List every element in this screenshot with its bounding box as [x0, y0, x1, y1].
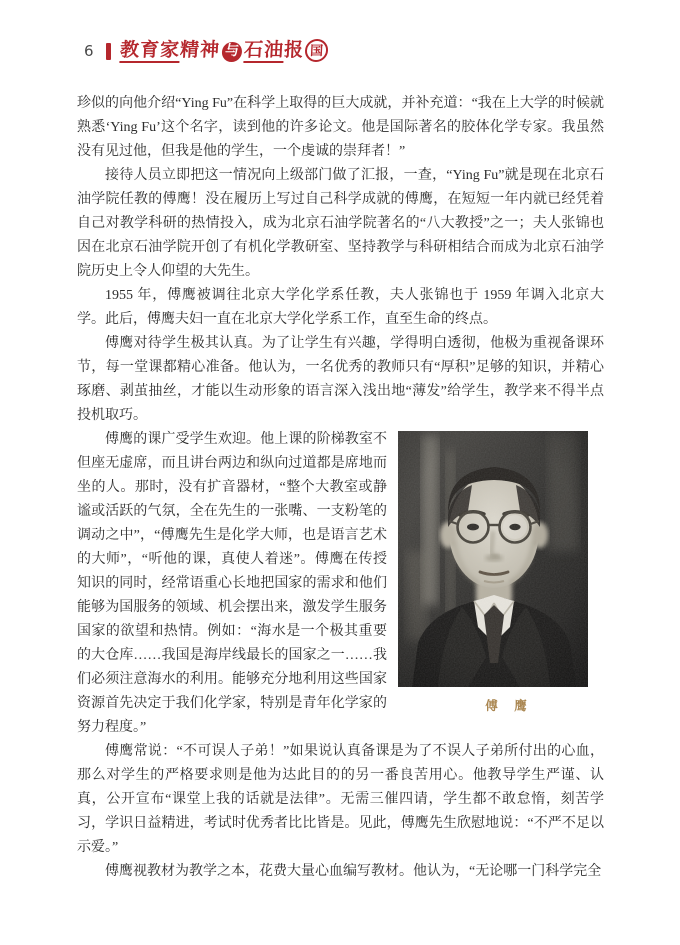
paragraph-2-text: 接待人员立即把这一情况向上级部门做了汇报，一查，“Ying Fu”就是现在北京石油学院任教的傅鹰！没在履历上写过自己科学成就的傅鹰，在短短一年内就已经凭着自己对教学科研的热情投入，成为北京石油学院著名的“八大教授”之一；夫人张锦也因在北京石油学院开创了有机化学教研室、坚持教学与科研相结合而成为北京石油学院历史上令人仰望的大先生。	[77, 168, 604, 279]
yu-circle-badge-icon: 与	[221, 42, 242, 62]
page-number: 6	[84, 42, 94, 60]
paragraph-3-text: 1955 年，傅鹰被调往北京大学化学系任教，夫人张锦也于 1959 年调入北京大学。此后，傅鹰夫妇一直在北京大学化学系工作，直至生命的终点。	[77, 288, 604, 327]
paragraph-1	[77, 92, 604, 164]
masthead-part-jiaoyujia: 教育家	[119, 40, 181, 61]
portrait-photo	[398, 431, 588, 713]
paragraph-2	[77, 164, 604, 284]
paragraph-7	[77, 860, 604, 884]
paragraph-6	[77, 740, 604, 860]
paragraph-4-text: 傅鹰对待学生极其认真。为了让学生有兴趣，学得明白透彻，他极为重视备课环节，每一堂课都精心准备。他认为，一名优秀的教师只有“厚积”足够的知识，并精心琢磨、剥茧抽丝，才能以生动形象的语言深入浅出地“薄发”给学生，教学来不得半点投机取巧。	[77, 336, 604, 423]
paragraph-5	[77, 428, 604, 740]
page-header	[84, 38, 603, 64]
paragraph-4	[77, 332, 604, 428]
article-body	[77, 92, 604, 884]
header-divider-bar	[106, 43, 111, 60]
masthead-part-jingshen: 精神	[179, 40, 221, 61]
paragraph-7-text: 傅鹰视教材为教学之本，花费大量心血编写教材。他认为，“无论哪一门科学完全	[105, 864, 602, 879]
masthead-part-bao: 报	[283, 40, 305, 61]
portrait-photo-image	[398, 431, 588, 687]
photo-caption: 傅 鹰	[485, 699, 529, 713]
paragraph-3	[77, 284, 604, 332]
masthead-part-shiyou: 石油	[243, 40, 285, 61]
chapter-masthead	[119, 38, 328, 64]
paragraph-6-text: 傅鹰常说：“不可误人子弟！”如果说认真备课是为了不误人子弟所付出的心血，那么对学生的严格要求则是他为达此目的的另一番良苦用心。他教导学生严谨、认真，公开宣布“课堂上我的话就是法律”。无需三催四请，学生都不敢怠惰，刻苦学习，学识日益精进，考试时优秀者比比皆是。见此，傅鹰先生欣慰地说：“不严不足以示爱。”	[77, 744, 604, 855]
paragraph-5-text: 傅鹰的课广受学生欢迎。他上课的阶梯教室不但座无虚席，而且讲台两边和纵向过道都是席地而坐的人。那时，没有扩音器材，“整个大教室或静谧或活跃的气氛，全在先生的一张嘴、一支粉笔的调动之中”，“傅鹰先生是化学大师，也是语言艺术的大师”，“听他的课，真使人着迷”。傅鹰在传授知识的同时，经常语重心长地把国家的需求和他们能够为国服务的领域、机会摆出来，激发学生服务国家的欲望和热情。例如：“海水是一个极其重要的大仓库……我国是海岸线最长的国家之一……我们必须注意海水的利用。能够充分地利用这些国家资源首先决定于我们化学家，特别是青年化学家的努力程度。”	[77, 432, 387, 735]
guo-circle-badge-icon: 国	[304, 39, 328, 62]
paragraph-1-text: 珍似的向他介绍“Ying Fu”在科学上取得的巨大成就，并补充道：“我在上大学的时候就熟悉‘Ying Fu’这个名字，读到他的许多论文。他是国际著名的胶体化学专家。我虽然没有见过他，但我是他的学生，一个虔诚的崇拜者！”	[77, 96, 604, 159]
